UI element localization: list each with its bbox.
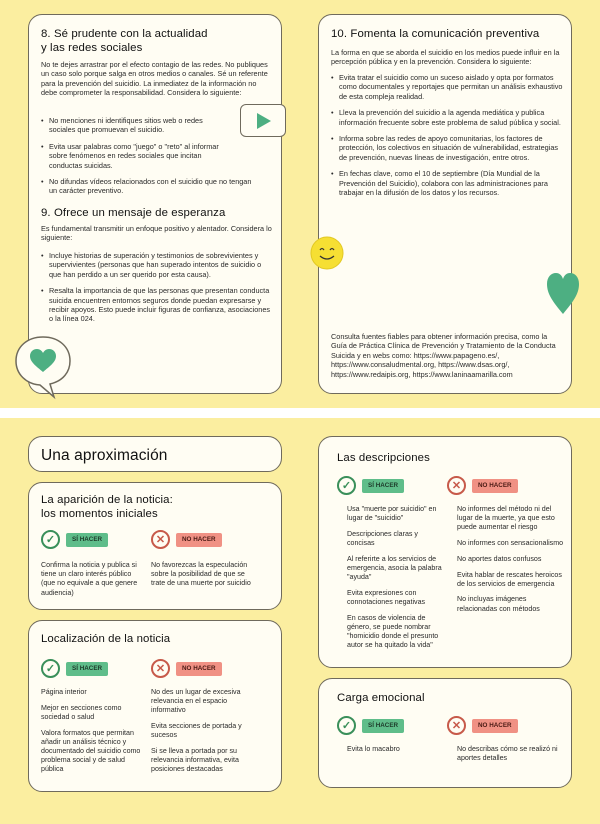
- section-8-intro: No te dejes arrastrar por el efecto contagio de las redes. No publiques un caso solo porque salga en otros medios o canales. Sé un referente para la prevención del suicidio. La inmediatez de la información no debe comprometer la responsabilidad. Considera lo siguiente:: [41, 60, 268, 98]
- no-item: Evita secciones de portada y sucesos: [151, 722, 242, 740]
- title-card: [28, 436, 282, 472]
- yes-badge: [337, 476, 404, 495]
- yes-tag: SÍ HACER: [66, 533, 108, 547]
- yes-item: Página interior: [41, 688, 87, 696]
- check-icon: ✓: [337, 716, 356, 735]
- section-8-bullet: • No menciones ni identifiques sitios web o redes sociales que promuevan el suicidio.: [41, 116, 227, 135]
- card-localizacion: [28, 620, 282, 792]
- section-8-bullet: • No difundas vídeos relacionados con el suicidio que no tengan un carácter preventivo.: [41, 177, 261, 196]
- section-8-title: [41, 27, 208, 55]
- descripciones-yes-list: [347, 505, 447, 657]
- carga-yes-list: [347, 745, 447, 761]
- aparicion-no-list: [151, 561, 261, 595]
- sources-note: Consulta fuentes fiables para obtener información precisa, como la Guía de Práctica Clínica de Prevención y Tratamiento de la Conducta Suicida y en webs como: https://www.papageno.es/, https://www.consaludmental.org, https://www.dsas.org/, https://www.redaipis.org, https://www.laninaamarilla.com: [331, 332, 556, 379]
- section-10-bullet: • Evita tratar el suicidio como un suceso aislado y opta por formatos como documentales y reportajes que permitan un análisis exhaustivo de esta compleja realidad.: [331, 73, 563, 101]
- check-icon: ✓: [41, 530, 60, 549]
- no-item: No informes del método ni del lugar de la muerte, ya que esto puede aumentar el riesgo: [457, 505, 555, 532]
- no-item: No des un lugar de excesiva relevancia en el espacio informativo: [151, 688, 241, 715]
- section-8-bullet: • Evita usar palabras como "juego" o "reto" al informar sobre fenómenos en redes sociales que incitan conductas suicidas.: [41, 142, 231, 170]
- carga-title: Carga emocional: [337, 692, 425, 704]
- page-upper: [0, 0, 600, 408]
- card-descripciones: [318, 436, 572, 668]
- check-icon: ✓: [41, 659, 60, 678]
- no-item: No describas cómo se realizó ni aportes detalles: [457, 745, 558, 763]
- check-icon: ✓: [337, 476, 356, 495]
- no-item: Si se lleva a portada por su relevancia informativa, evita posiciones destacadas: [151, 747, 239, 774]
- section-10-bullet: • Lleva la prevención del suicidio a la agenda mediática y publica información frecuente sobre este problema de salud pública y social.: [331, 108, 563, 127]
- no-item: Evita hablar de rescates heroicos de los servicios de emergencia: [457, 570, 562, 588]
- section-10-title: 10. Fomenta la comunicación preventiva: [331, 28, 540, 40]
- section-9-title: 9. Ofrece un mensaje de esperanza: [41, 207, 226, 219]
- section-9-list: [41, 251, 273, 331]
- yes-tag: SÍ HACER: [66, 662, 108, 676]
- heart-speech-bubble-icon: [12, 334, 74, 400]
- heart-icon: [545, 270, 581, 316]
- no-item: No favorezcas la especulación sobre la posibilidad de que se trate de una muerte por suicidio: [151, 561, 251, 588]
- section-10-bullet: • En fechas clave, como el 10 de septiembre (Día Mundial de la Prevención del Suicidio), colabora con las administraciones para trabajar en la difusión de los datos y los recursos.: [331, 169, 563, 197]
- no-badge: [151, 530, 222, 549]
- section-10-intro: La forma en que se aborda el suicidio en los medios puede influir en la percepción pública y en la prevención. Considera lo siguiente:: [331, 48, 560, 67]
- yes-item: Al referirte a los servicios de emergencia, asocia la palabra "ayuda": [347, 554, 442, 582]
- section-9-intro: Es fundamental transmitir un enfoque positivo y alentador. Considera lo siguiente:: [41, 224, 272, 243]
- yes-item: Mejor en secciones como sociedad o salud: [41, 703, 122, 721]
- yes-item: Valora formatos que permitan añadir un análisis técnico y documentado del suicidio como problema social y de salud pública: [41, 728, 141, 774]
- yes-tag: SÍ HACER: [362, 719, 404, 733]
- descripciones-no-list: [457, 505, 565, 620]
- yes-item: Evita lo macabro: [347, 745, 400, 753]
- cross-icon: ✕: [151, 659, 170, 678]
- card-aparicion: [28, 482, 282, 610]
- yes-item: Usa "muerte por suicidio" en lugar de "suicidio": [347, 505, 437, 523]
- section-8-title-line2: y las redes sociales: [41, 42, 143, 54]
- cross-icon: ✕: [447, 476, 466, 495]
- no-tag: NO HACER: [472, 479, 518, 493]
- aparicion-yes-list: [41, 561, 141, 604]
- carga-no-list: [457, 745, 565, 770]
- no-item: No incluyas imágenes relacionadas con métodos: [457, 595, 540, 613]
- section-8-title-line1: 8. Sé prudente con la actualidad: [41, 28, 208, 40]
- yes-badge: [41, 659, 108, 678]
- no-badge: [447, 476, 518, 495]
- descripciones-title: Las descripciones: [337, 452, 430, 464]
- yes-item: Evita expresiones con connotaciones negativas: [347, 588, 426, 607]
- no-tag: NO HACER: [176, 662, 222, 676]
- card-carga-emocional: [318, 678, 572, 788]
- aparicion-title-line2: los momentos iniciales: [41, 508, 158, 520]
- cross-icon: ✕: [151, 530, 170, 549]
- yes-item: Confirma la noticia y publica si tiene un claro interés público (que no equivale a que genere audiencia): [41, 561, 138, 597]
- section-10-bullet: • Informa sobre las redes de apoyo comunitarias, los factores de protección, los colectivos en situación de vulnerabilidad, estrategias de prevención, nuevas líneas de investigación, entre otros.: [331, 134, 563, 162]
- section-10-list: [331, 73, 563, 204]
- no-tag: NO HACER: [176, 533, 222, 547]
- page-lower: [0, 418, 600, 824]
- video-play-icon: [240, 104, 286, 137]
- smiley-face-icon: [309, 235, 345, 271]
- aparicion-title: [41, 493, 173, 521]
- no-item: No informes con sensacionalismo: [457, 539, 564, 548]
- no-badge: [447, 716, 518, 735]
- yes-item: En casos de violencia de género, se puede nombrar "homicidio donde el presunto autor se ha quitado la vida": [347, 613, 439, 650]
- localizacion-title: Localización de la noticia: [41, 633, 171, 645]
- yes-badge: [337, 716, 404, 735]
- no-badge: [151, 659, 222, 678]
- aparicion-title-line1: La aparición de la noticia:: [41, 494, 173, 506]
- yes-tag: SÍ HACER: [362, 479, 404, 493]
- card-section-10: [318, 14, 572, 394]
- localizacion-yes-list: [41, 688, 143, 781]
- section-8-list: [41, 116, 261, 203]
- no-tag: NO HACER: [472, 719, 518, 733]
- section-9-bullet: • Incluye historias de superación y testimonios de sobrevivientes y supervivientes (personas que han superado intentos de suicidio o que han perdido a un ser querido por esta causa).: [41, 251, 273, 279]
- yes-item: Descripciones claras y concisas: [347, 529, 418, 548]
- yes-badge: [41, 530, 108, 549]
- no-item: No aportes datos confusos: [457, 554, 542, 563]
- cross-icon: ✕: [447, 716, 466, 735]
- localizacion-no-list: [151, 688, 261, 781]
- page-title: Una aproximación: [41, 447, 168, 464]
- section-9-bullet: • Resalta la importancia de que las personas que presentan conducta suicida encuentren entornos seguros donde puedan expresarse y recibir apoyos. Esto puede incluir figuras de confianza, asociaciones o la línea 024.: [41, 286, 273, 324]
